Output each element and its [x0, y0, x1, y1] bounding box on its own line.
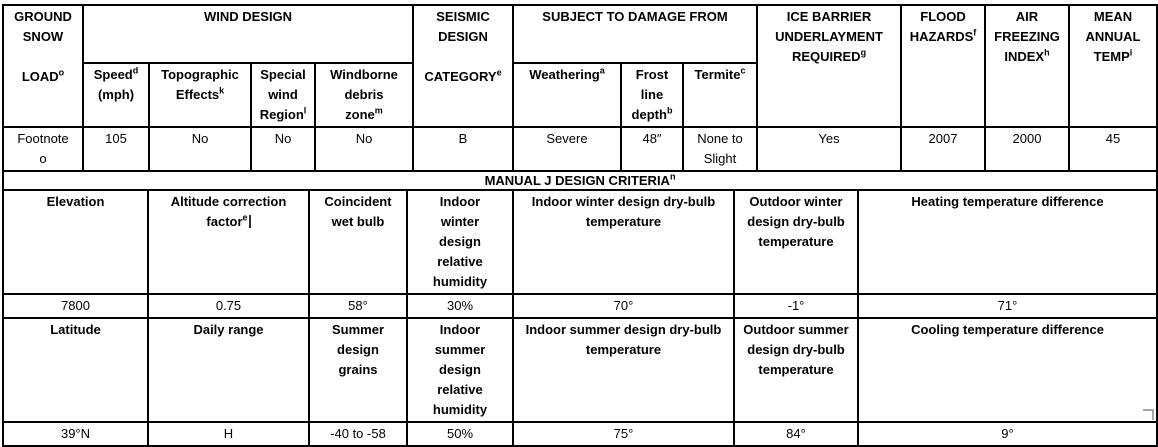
header-cell-latitude[interactable]: Latitude	[3, 318, 148, 422]
header-cell-outdoor-winter-design-dry-bulb-temperature[interactable]: Outdoor winter design dry-bulb temperature	[734, 190, 858, 294]
header-cell-indoor-summer-design-relative-humidity[interactable]: Indoor summer design relative humidity	[407, 318, 513, 422]
footnote-superscript-e: e	[242, 212, 248, 223]
header-cell-indoor-winter-design-dry-bulb-temperature[interactable]: Indoor winter design dry-bulb temperature	[513, 190, 734, 294]
header-cell-weathering[interactable]: Weathering$^a$	[513, 63, 621, 127]
header-cell-air-freezing-index[interactable]: AIR FREEZING INDEX$^h$	[985, 5, 1069, 127]
header-cell-cooling-temperature-difference[interactable]: Cooling temperature difference	[858, 318, 1157, 422]
footnote-superscript-m: m	[374, 105, 383, 116]
value-cell-b[interactable]: B	[413, 127, 513, 171]
value-cell-39-n[interactable]: 39°N	[3, 422, 148, 446]
value-cell-2000[interactable]: 2000	[985, 127, 1069, 171]
value-cell-58[interactable]: 58°	[309, 294, 407, 318]
header-cell-daily-range[interactable]: Daily range	[148, 318, 309, 422]
value-cell-48[interactable]: 48″	[621, 127, 683, 171]
header-cell-windborne-debris-zone[interactable]: Windborne debris zone$^m$	[315, 63, 413, 127]
value-cell-yes[interactable]: Yes	[757, 127, 901, 171]
header-cell-mean-annual-temp[interactable]: MEAN ANNUAL TEMP$^i$	[1069, 5, 1157, 127]
footnote-superscript-i: i	[1129, 47, 1133, 58]
table-row	[3, 190, 1157, 294]
footnote-superscript-h: h	[1044, 47, 1050, 58]
header-cell-topographic-effects[interactable]: Topographic Effects$^k$	[149, 63, 251, 127]
header-cell-manual-j-design-criteria[interactable]: MANUAL J DESIGN CRITERIA$^n$	[3, 171, 1157, 190]
header-cell-altitude-correction-factor[interactable]: Altitude correction factor$^e$	[148, 190, 309, 294]
value-cell-no[interactable]: No	[315, 127, 413, 171]
value-cell-9[interactable]: 9°	[858, 422, 1157, 446]
table-row	[3, 171, 1157, 190]
manual-j-design-criteria-table	[2, 170, 1158, 447]
table-row	[3, 127, 1157, 171]
value-cell-h[interactable]: H	[148, 422, 309, 446]
header-cell-frost-line-depth[interactable]: Frost line depth$^b$	[621, 63, 683, 127]
value-cell-50[interactable]: 50%	[407, 422, 513, 446]
table-row	[3, 294, 1157, 318]
document-page	[2, 4, 1156, 447]
climatic-geographic-design-criteria-table	[2, 4, 1158, 172]
header-cell-subject-to-damage-from[interactable]: SUBJECT TO DAMAGE FROM	[513, 5, 757, 63]
header-cell-wind-design[interactable]: WIND DESIGN	[83, 5, 413, 63]
header-cell-ground-snow-load[interactable]: GROUND SNOW LOAD$^o$	[3, 5, 83, 127]
text-cursor	[249, 215, 251, 228]
table-row	[3, 5, 1157, 63]
table-row	[3, 422, 1157, 446]
value-cell-no[interactable]: No	[149, 127, 251, 171]
table-row	[3, 318, 1157, 422]
value-cell-30[interactable]: 30%	[407, 294, 513, 318]
value-cell-1[interactable]: -1°	[734, 294, 858, 318]
header-cell-speed-mph[interactable]: Speed$^d$ (mph)	[83, 63, 149, 127]
header-cell-ice-barrier-underlayment-required[interactable]: ICE BARRIER UNDERLAYMENT REQUIRED$^g$	[757, 5, 901, 127]
footnote-superscript-f: f	[973, 27, 977, 38]
footnote-superscript-o: o	[58, 67, 65, 78]
footnote-superscript-d: d	[132, 65, 139, 76]
table-resize-handle[interactable]	[1143, 409, 1154, 420]
header-cell-indoor-winter-design-relative-humidity[interactable]: Indoor winter design relative humidity	[407, 190, 513, 294]
header-cell-elevation[interactable]: Elevation	[3, 190, 148, 294]
header-cell-outdoor-summer-design-dry-bulb-temperature[interactable]: Outdoor summer design dry-bulb temperature	[734, 318, 858, 422]
value-cell-84[interactable]: 84°	[734, 422, 858, 446]
footnote-superscript-l: l	[303, 105, 307, 116]
footnote-superscript-c: c	[740, 65, 746, 76]
header-cell-special-wind-region[interactable]: Special wind Region$^l$	[251, 63, 315, 127]
header-cell-flood-hazards[interactable]: FLOOD HAZARDS$^f$	[901, 5, 985, 127]
header-cell-seismic-design-category[interactable]: SEISMIC DESIGN CATEGORY$^e$	[413, 5, 513, 127]
value-cell-7800[interactable]: 7800	[3, 294, 148, 318]
value-cell-45[interactable]: 45	[1069, 127, 1157, 171]
value-cell-severe[interactable]: Severe	[513, 127, 621, 171]
value-cell-105[interactable]: 105	[83, 127, 149, 171]
value-cell-71[interactable]: 71°	[858, 294, 1157, 318]
header-cell-indoor-summer-design-dry-bulb-temperature[interactable]: Indoor summer design dry-bulb temperature	[513, 318, 734, 422]
value-cell-2007[interactable]: 2007	[901, 127, 985, 171]
value-cell-40-to-58[interactable]: -40 to -58	[309, 422, 407, 446]
value-cell-70[interactable]: 70°	[513, 294, 734, 318]
footnote-superscript-g: g	[860, 47, 867, 58]
footnote-superscript-k: k	[219, 85, 225, 96]
footnote-superscript-a: a	[599, 65, 605, 76]
value-cell-no[interactable]: No	[251, 127, 315, 171]
header-cell-coincident-wet-bulb[interactable]: Coincident wet bulb	[309, 190, 407, 294]
value-cell-footnote-o[interactable]: Footnote o	[3, 127, 83, 171]
value-cell-75[interactable]: 75°	[513, 422, 734, 446]
value-cell-0-75[interactable]: 0.75	[148, 294, 309, 318]
footnote-superscript-n: n	[669, 171, 676, 182]
value-cell-none-to-slight[interactable]: None to Slight	[683, 127, 757, 171]
header-cell-heating-temperature-difference[interactable]: Heating temperature difference	[858, 190, 1157, 294]
footnote-superscript-b: b	[666, 105, 673, 116]
header-cell-termite[interactable]: Termite$^c$	[683, 63, 757, 127]
footnote-superscript-e: e	[496, 67, 502, 78]
header-cell-summer-design-grains[interactable]: Summer design grains	[309, 318, 407, 422]
